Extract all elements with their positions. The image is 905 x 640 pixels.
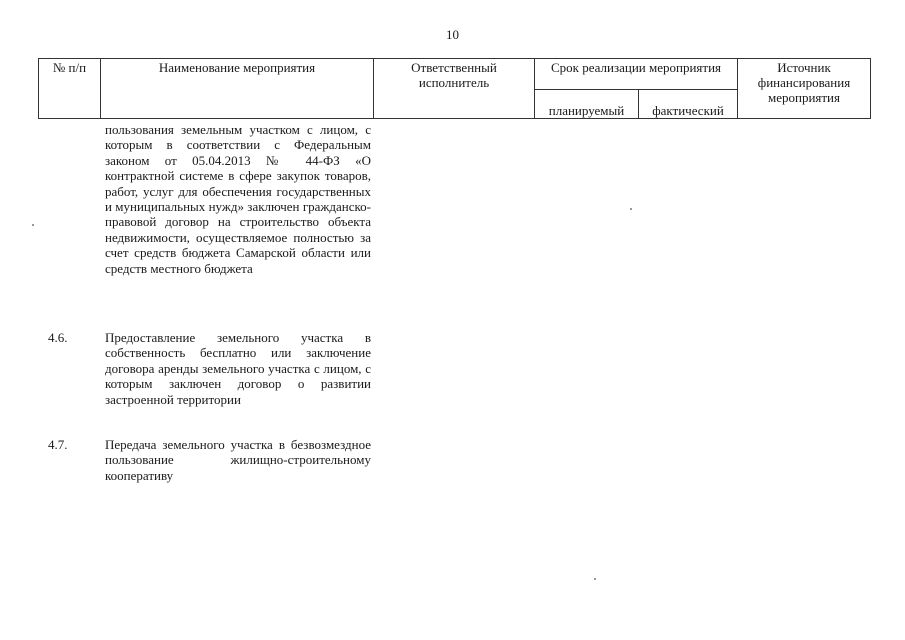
col-header-number: № п/п xyxy=(39,59,101,119)
row-measure-text: Предоставление земельного участка в собственность бесплатно или заключение договора аренды земельного участка с лицом, с которым заключен договор о развитии застроенной территории xyxy=(105,330,371,407)
col-header-funding-source: Источник финансирования мероприятия xyxy=(738,59,871,119)
scan-speck xyxy=(32,224,34,226)
page-number: 10 xyxy=(446,27,459,42)
row-measure-text: пользования земельным участком с лицом, с которым в соответствии с Федеральным законом от 05.04.2013 № 44-ФЗ «О контрактной системе в сфере закупок товаров, работ, услуг для обеспечения государственных и муниципальных нужд» заключен гражданско-правовой договор на строительство объекта недвижимости, осуществляемое полностью за счет средств бюджета Самарской области или средств местного бюджета xyxy=(105,122,371,276)
row-number: 4.7. xyxy=(48,437,68,452)
row-measure-text: Передача земельного участка в безвозмездное пользование жилищно-строительному кооперативу xyxy=(105,437,371,483)
col-header-executor: Ответственный исполнитель xyxy=(374,59,535,119)
measures-table-header xyxy=(38,58,871,119)
col-header-measure-name: Наименование мероприятия xyxy=(101,59,374,119)
col-header-actual: фактический xyxy=(639,89,738,118)
row-number: 4.6. xyxy=(48,330,68,345)
scan-speck xyxy=(630,208,632,210)
col-header-planned: планируемый xyxy=(535,89,639,118)
col-header-period: Срок реализации мероприятия xyxy=(535,59,738,90)
scan-speck xyxy=(594,578,596,580)
